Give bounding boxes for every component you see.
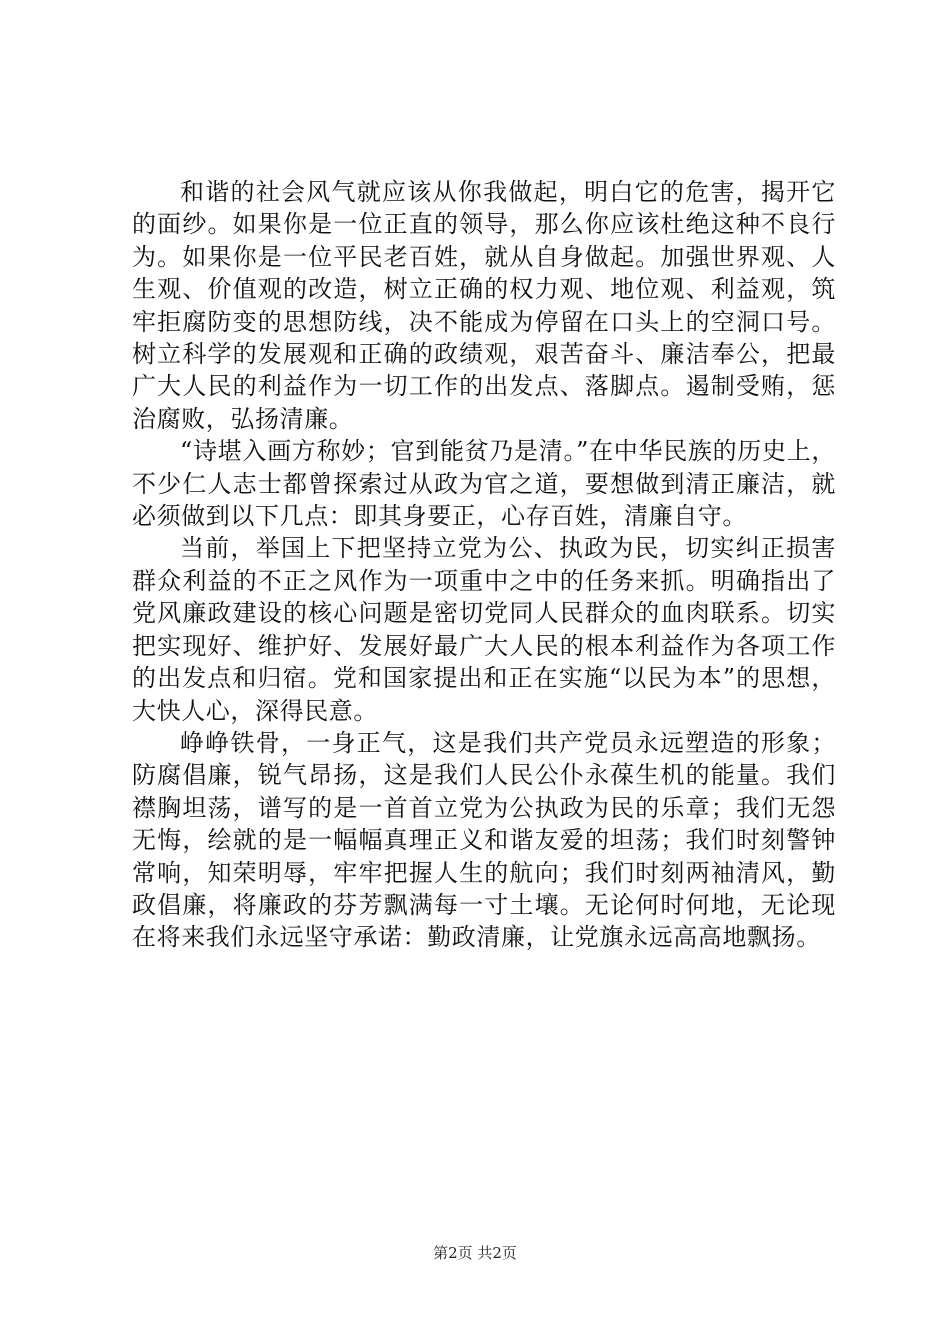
- paragraph-3: 当前，举国上下把坚持立党为公、执政为民，切实纠正损害群众利益的不正之风作为一项重中之中的任务来抓。明确指出了党风廉政建设的核心问题是密切党同人民群众的血肉联系。切实把实现好、维护好、发展好最广大人民的根本利益作为各项工作的出发点和归宿。党和国家提出和正在实施“以民为本”的思想，大快人心，深得民意。: [132, 534, 836, 725]
- document-body: [132, 176, 836, 954]
- paragraph-4: 峥峥铁骨，一身正气，这是我们共产党员永远塑造的形象；防腐倡廉，锐气昂扬，这是我们人民公仆永葆生机的能量。我们襟胸坦荡，谱写的是一首首立党为公执政为民的乐章；我们无怨无悔，绘就的是一幅幅真理正义和谐友爱的坦荡；我们时刻警钟常响，知荣明辱，牢牢把握人生的航向；我们时刻两袖清风，勤政倡廉，将廉政的芬芳飘满每一寸土壤。无论何时何地，无论现在将来我们永远坚守承诺：勤政清廉，让党旗永远高高地飘扬。: [132, 728, 836, 952]
- paragraph-2: “诗堪入画方称妙；官到能贫乃是清。”在中华民族的历史上，不少仁人志士都曾探索过从政为官之道，要想做到清正廉洁，就必须做到以下几点：即其身要正，心存百姓，清廉自守。: [132, 437, 836, 531]
- page-footer: 第2页 共2页: [433, 1244, 517, 1262]
- paragraph-1: 和谐的社会风气就应该从你我做起，明白它的危害，揭开它的面纱。如果你是一位正直的领导，那么你应该杜绝这种不良行为。如果你是一位平民老百姓，就从自身做起。加强世界观、人生观、价值观的改造，树立正确的权力观、地位观、利益观，筑牢拒腐防变的思想防线，决不能成为停留在口头上的空洞口号。树立科学的发展观和正确的政绩观，艰苦奋斗、廉洁奉公，把最广大人民的利益作为一切工作的出发点、落脚点。遏制受贿，惩治腐败，弘扬清廉。: [132, 178, 836, 433]
